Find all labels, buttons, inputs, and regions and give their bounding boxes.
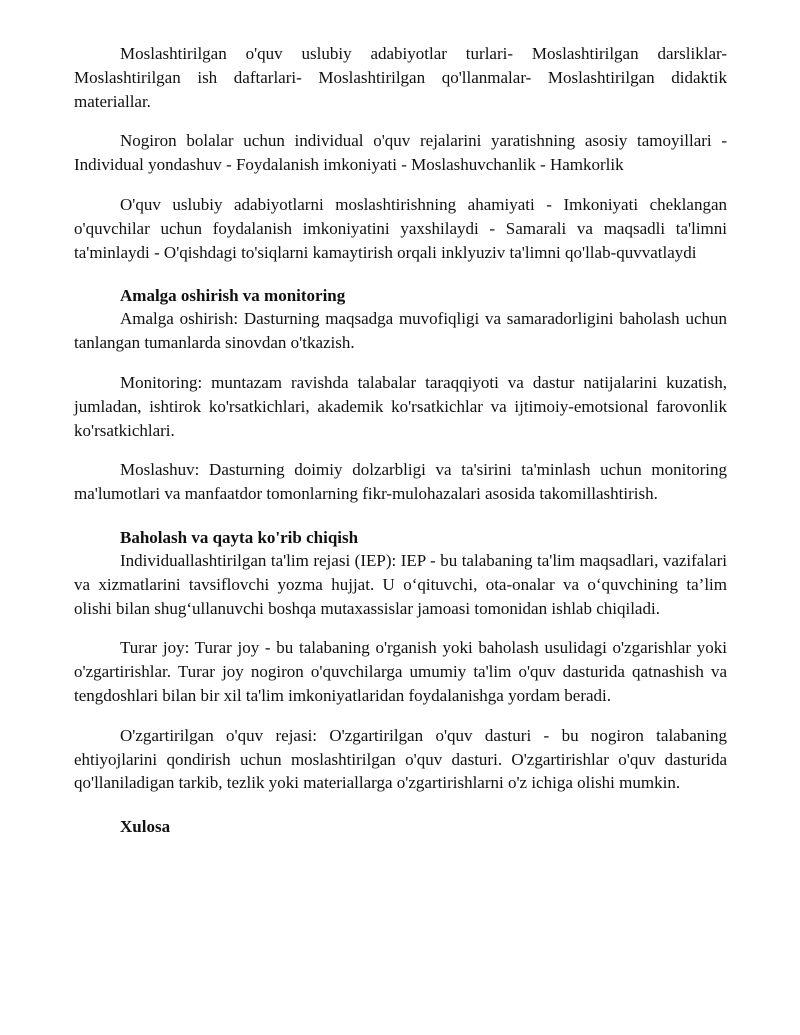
paragraph-accommodation: Turar joy: Turar joy - bu talabaning o'rganish yoki baholash usulidagi o'zgarishlar yoki o'zgartirishlar. Turar joy nogiron o'quvchilarga umumiy ta'lim o'quv dasturida qatnashish va tengdoshlari bilan bir xil ta'lim imkoniyatlaridan foydalanishga yordam beradi. bbox=[74, 638, 727, 705]
paragraph-implementation: Amalga oshirish: Dasturning maqsadga muvofiqligi va samaradorligini baholash uchun tanlangan tumanlarda sinovdan o'tkazish. bbox=[74, 309, 727, 353]
section-heading-evaluation: Baholash va qayta ko'rib chiqish bbox=[120, 527, 359, 547]
section-heading-conclusion: Xulosa bbox=[120, 817, 171, 837]
section-heading-implementation: Amalga oshirish va monitoring bbox=[120, 286, 346, 306]
paragraph-iep-principles: Nogiron bolalar uchun individual o'quv rejalarini yaratishning asosiy tamoyillari - Individual yondashuv - Foydalanish imkoniyati - Moslashuvchanlik - Hamkorlik bbox=[74, 131, 727, 175]
paragraph-iep: Individuallashtirilgan ta'lim rejasi (IEP): IEP - bu talabaning ta'lim maqsadlari, vazifalari va xizmatlarini tavsiflovchi yozma hujjat. U o‘qituvchi, ota-onalar va o‘quvchining ta’lim olishi bilan shug‘ullanuvchi boshqa mutaxassislar jamoasi tomonidan ishlab chiqiladi. bbox=[74, 550, 727, 618]
document-page bbox=[74, 42, 727, 838]
paragraph-adapted-literature-types: Moslashtirilgan o'quv uslubiy adabiyotlar turlari- Moslashtirilgan darsliklar- Moslashtirilgan ish daftarlari- Moslashtirilgan qo'llanmalar- Moslashtirilgan didaktik materiallar. bbox=[74, 44, 727, 111]
paragraph-adaptation-importance: O'quv uslubiy adabiyotlarni moslashtirishning ahamiyati - Imkoniyati cheklangan o'quvchilar uchun foydalanish imkoniyatini yaxshilaydi - Samarali va maqsadli ta'limni ta'minlaydi - O'qishdagi to'siqlarni kamaytirish orqali inklyuziv ta'limni qo'llab-quvvatlaydi bbox=[74, 194, 727, 262]
paragraph-adaptation: Moslashuv: Dasturning doimiy dolzarbligi va ta'sirini ta'minlash uchun monitoring ma'lumotlari va manfaatdor tomonlarning fikr-mulohazalari asosida takomillashtirish. bbox=[74, 460, 727, 504]
paragraph-monitoring: Monitoring: muntazam ravishda talabalar taraqqiyoti va dastur natijalarini kuzatish, jumladan, ishtirok ko'rsatkichlari, akademik ko'rsatkichlar va ijtimoiy-emotsional farovonlik ko'rsatkichlari. bbox=[74, 372, 727, 440]
paragraph-modified-curriculum: O'zgartirilgan o'quv rejasi: O'zgartirilgan o'quv dasturi - bu nogiron talabaning ehtiyojlarini qondirish uchun moslashtirilgan o'quv dasturi. O'zgartirishlar o'quv dasturida qo'llaniladigan tarkib, tezlik yoki materiallarga o'zgartirishlarni o'z ichiga olishi mumkin. bbox=[74, 725, 727, 793]
